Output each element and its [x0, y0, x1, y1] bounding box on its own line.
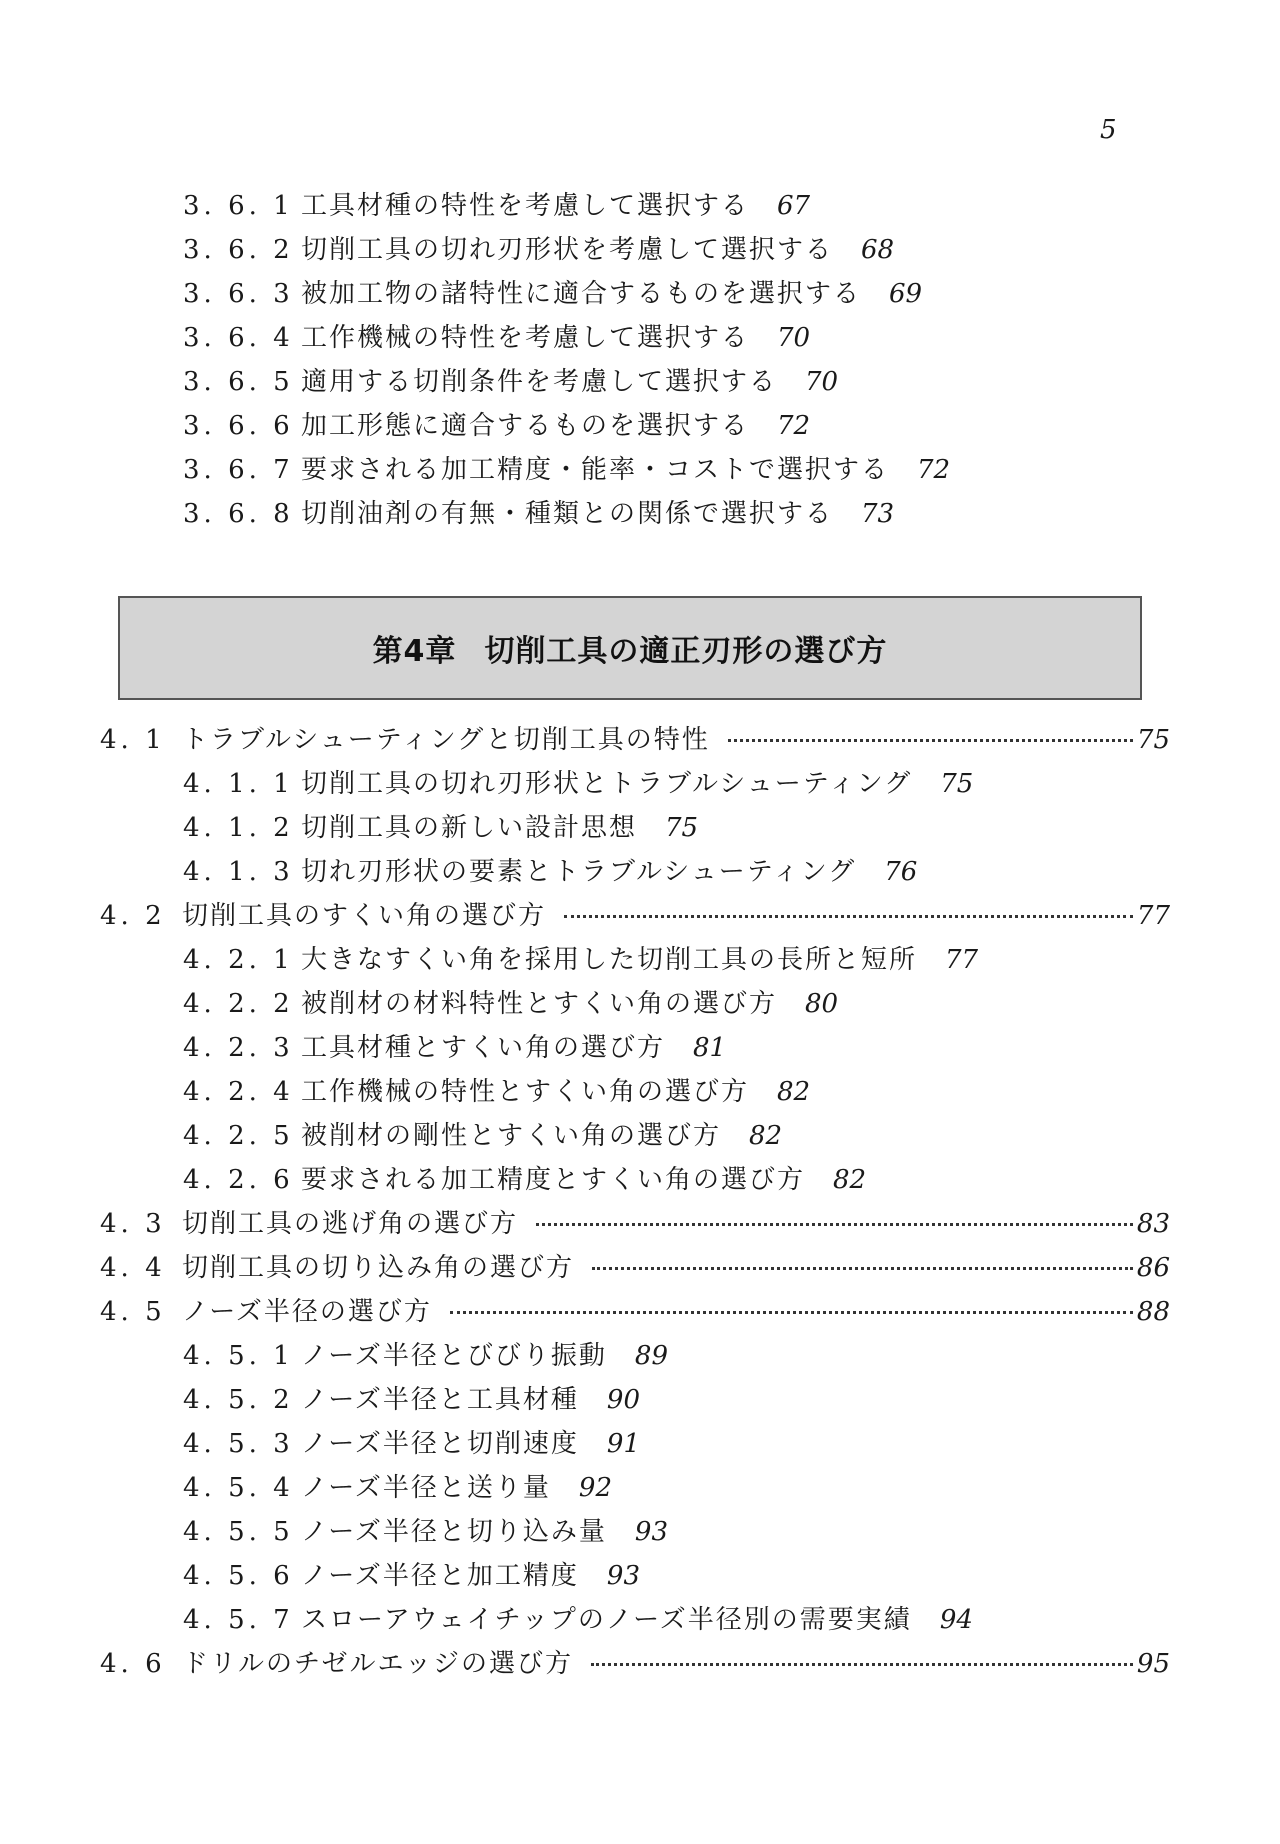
entry-number: 4. 5. 3: [183, 1429, 294, 1459]
entry-title: 要求される加工精度・能率・コストで選択する: [301, 455, 890, 485]
entry-number: 4. 3: [100, 1209, 166, 1239]
entry-number: 4. 1. 2: [183, 813, 294, 843]
entry-title: ドリルのチゼルエッジの選び方: [182, 1649, 573, 1679]
entry-title: 切れ刃形状の要素とトラブルシューティング: [301, 857, 857, 887]
entry-title: 被削材の剛性とすくい角の選び方: [301, 1121, 722, 1151]
entry-number: 4. 5. 6: [183, 1561, 294, 1591]
entry-title: 切削工具の切り込み角の選び方: [182, 1253, 575, 1283]
entry-number: 4. 2. 1: [183, 945, 294, 975]
entry-number: 4. 5. 2: [183, 1385, 294, 1415]
toc-entry[interactable]: [183, 406, 810, 446]
entry-number: 3. 6. 3: [183, 279, 294, 309]
chapter-title: 切削工具の適正刃形の選び方: [484, 634, 888, 669]
entry-number: 3. 6. 8: [183, 499, 294, 529]
toc-entry[interactable]: [183, 1160, 866, 1200]
entry-page: 93: [634, 1517, 669, 1547]
dot-leader: [591, 1653, 1133, 1666]
toc-entry[interactable]: [183, 274, 922, 314]
entry-page: 75: [1136, 725, 1170, 755]
entry-title: 切削工具の新しい設計思想: [301, 813, 638, 843]
entry-page: 95: [1136, 1649, 1170, 1679]
entry-title: ノーズ半径と切削速度: [301, 1429, 579, 1459]
toc-entry[interactable]: [183, 940, 978, 980]
entry-page: 67: [777, 191, 811, 221]
entry-page: 83: [1136, 1209, 1170, 1239]
entry-title: ノーズ半径と切り込み量: [301, 1517, 607, 1547]
entry-page: 80: [805, 989, 839, 1019]
toc-entry[interactable]: [183, 1556, 640, 1596]
entry-page: 70: [777, 323, 811, 353]
entry-number: 4. 5. 4: [183, 1473, 294, 1503]
toc-entry[interactable]: [183, 1116, 782, 1156]
entry-number: 3. 6. 6: [183, 411, 294, 441]
toc-section-entry[interactable]: [100, 1292, 1170, 1332]
entry-title: ノーズ半径の選び方: [182, 1297, 432, 1327]
entry-page: 94: [939, 1605, 973, 1635]
toc-section-entry[interactable]: [100, 1204, 1170, 1244]
entry-page: 82: [749, 1121, 783, 1151]
entry-number: 3. 6. 2: [183, 235, 294, 265]
entry-title: ノーズ半径と加工精度: [301, 1561, 579, 1591]
toc-entry[interactable]: [183, 230, 894, 270]
entry-number: 3. 6. 5: [183, 367, 294, 397]
entry-title: ノーズ半径と送り量: [301, 1473, 551, 1503]
entry-title: ノーズ半径とびびり振動: [301, 1341, 607, 1371]
entry-title: 工具材種とすくい角の選び方: [301, 1033, 666, 1063]
entry-number: 4. 6: [100, 1649, 166, 1679]
entry-page: 70: [805, 367, 839, 397]
entry-page: 90: [606, 1385, 641, 1415]
entry-page: 75: [665, 813, 699, 843]
entry-number: 4. 2. 5: [183, 1121, 294, 1151]
toc-entry[interactable]: [183, 808, 698, 848]
entry-number: 4. 2. 4: [183, 1077, 294, 1107]
entry-page: 75: [940, 769, 974, 799]
entry-title: 切削工具の切れ刃形状とトラブルシューティング: [301, 769, 913, 799]
toc-entry[interactable]: [183, 1424, 640, 1464]
entry-number: 4. 5. 7: [183, 1605, 294, 1635]
entry-page: 89: [634, 1341, 669, 1371]
entry-number: 4. 5. 5: [183, 1517, 294, 1547]
entry-page: 82: [777, 1077, 811, 1107]
entry-number: 3. 6. 7: [183, 455, 294, 485]
toc-entry[interactable]: [183, 186, 810, 226]
toc-entry[interactable]: [183, 1336, 668, 1376]
toc-entry[interactable]: [183, 362, 838, 402]
entry-title: 切削油剤の有無・種類との関係で選択する: [301, 499, 834, 529]
entry-title: 工作機械の特性とすくい角の選び方: [301, 1077, 750, 1107]
entry-number: 4. 4: [100, 1253, 166, 1283]
entry-title: 被削材の材料特性とすくい角の選び方: [301, 989, 778, 1019]
entry-page: 82: [833, 1165, 867, 1195]
toc-entry[interactable]: [183, 1468, 612, 1508]
page-number: 5: [1100, 115, 1117, 145]
entry-page: 76: [884, 857, 918, 887]
entry-title: 切削工具の切れ刃形状を考慮して選択する: [301, 235, 834, 265]
entry-title: トラブルシューティングと切削工具の特性: [182, 725, 710, 755]
entry-page: 73: [861, 499, 895, 529]
entry-page: 72: [917, 455, 951, 485]
toc-entry[interactable]: [183, 450, 950, 490]
entry-number: 4. 5. 1: [183, 1341, 294, 1371]
toc-section-entry[interactable]: [100, 720, 1170, 760]
dot-leader: [728, 729, 1133, 742]
dot-leader: [564, 905, 1133, 918]
entry-page: 81: [693, 1033, 727, 1063]
entry-number: 4. 1. 3: [183, 857, 294, 887]
entry-page: 72: [777, 411, 811, 441]
toc-entry[interactable]: [183, 1380, 640, 1420]
entry-page: 91: [606, 1429, 641, 1459]
entry-number: 4. 2. 3: [183, 1033, 294, 1063]
entry-number: 4. 1. 1: [183, 769, 294, 799]
entry-title: 大きなすくい角を採用した切削工具の長所と短所: [301, 945, 918, 975]
toc-entry[interactable]: [183, 494, 894, 534]
toc-section-entry[interactable]: [100, 1248, 1170, 1288]
entry-number: 4. 2. 2: [183, 989, 294, 1019]
entry-page: 86: [1136, 1253, 1170, 1283]
toc-entry[interactable]: [183, 1072, 810, 1112]
entry-page: 92: [578, 1473, 613, 1503]
entry-title: 工作機械の特性を考慮して選択する: [301, 323, 750, 353]
entry-page: 93: [606, 1561, 641, 1591]
entry-title: 加工形態に適合するものを選択する: [301, 411, 750, 441]
dot-leader: [450, 1301, 1133, 1314]
dot-leader: [592, 1257, 1133, 1270]
entry-page: 77: [945, 945, 979, 975]
toc-entry[interactable]: [183, 1028, 726, 1068]
entry-number: 3. 6. 1: [183, 191, 294, 221]
toc-entry[interactable]: [183, 984, 838, 1024]
entry-number: 4. 2: [100, 901, 166, 931]
toc-entry[interactable]: [183, 764, 973, 804]
entry-title: スローアウェイチップのノーズ半径別の需要実績: [301, 1605, 912, 1635]
chapter-label: 第4章: [372, 634, 457, 669]
entry-title: 切削工具の逃げ角の選び方: [182, 1209, 519, 1239]
entry-number: 4. 1: [100, 725, 166, 755]
entry-title: 適用する切削条件を考慮して選択する: [301, 367, 778, 397]
entry-number: 4. 2. 6: [183, 1165, 294, 1195]
entry-title: ノーズ半径と工具材種: [301, 1385, 579, 1415]
entry-title: 工具材種の特性を考慮して選択する: [301, 191, 750, 221]
entry-number: 4. 5: [100, 1297, 166, 1327]
toc-section-entry[interactable]: [100, 1644, 1170, 1684]
toc-entry[interactable]: [183, 1600, 973, 1640]
chapter-heading[interactable]: [373, 626, 888, 670]
entry-page: 69: [889, 279, 923, 309]
toc-entry[interactable]: [183, 1512, 668, 1552]
chapter-heading-box: [118, 596, 1142, 700]
entry-page: 88: [1136, 1297, 1170, 1327]
entry-title: 要求される加工精度とすくい角の選び方: [301, 1165, 806, 1195]
entry-page: 77: [1136, 901, 1170, 931]
toc-entry[interactable]: [183, 318, 810, 358]
toc-entry[interactable]: [183, 852, 917, 892]
entry-number: 3. 6. 4: [183, 323, 294, 353]
toc-section-entry[interactable]: [100, 896, 1170, 936]
dot-leader: [536, 1213, 1133, 1226]
entry-page: 68: [861, 235, 895, 265]
entry-title: 切削工具のすくい角の選び方: [182, 901, 547, 931]
entry-title: 被加工物の諸特性に適合するものを選択する: [301, 279, 862, 309]
